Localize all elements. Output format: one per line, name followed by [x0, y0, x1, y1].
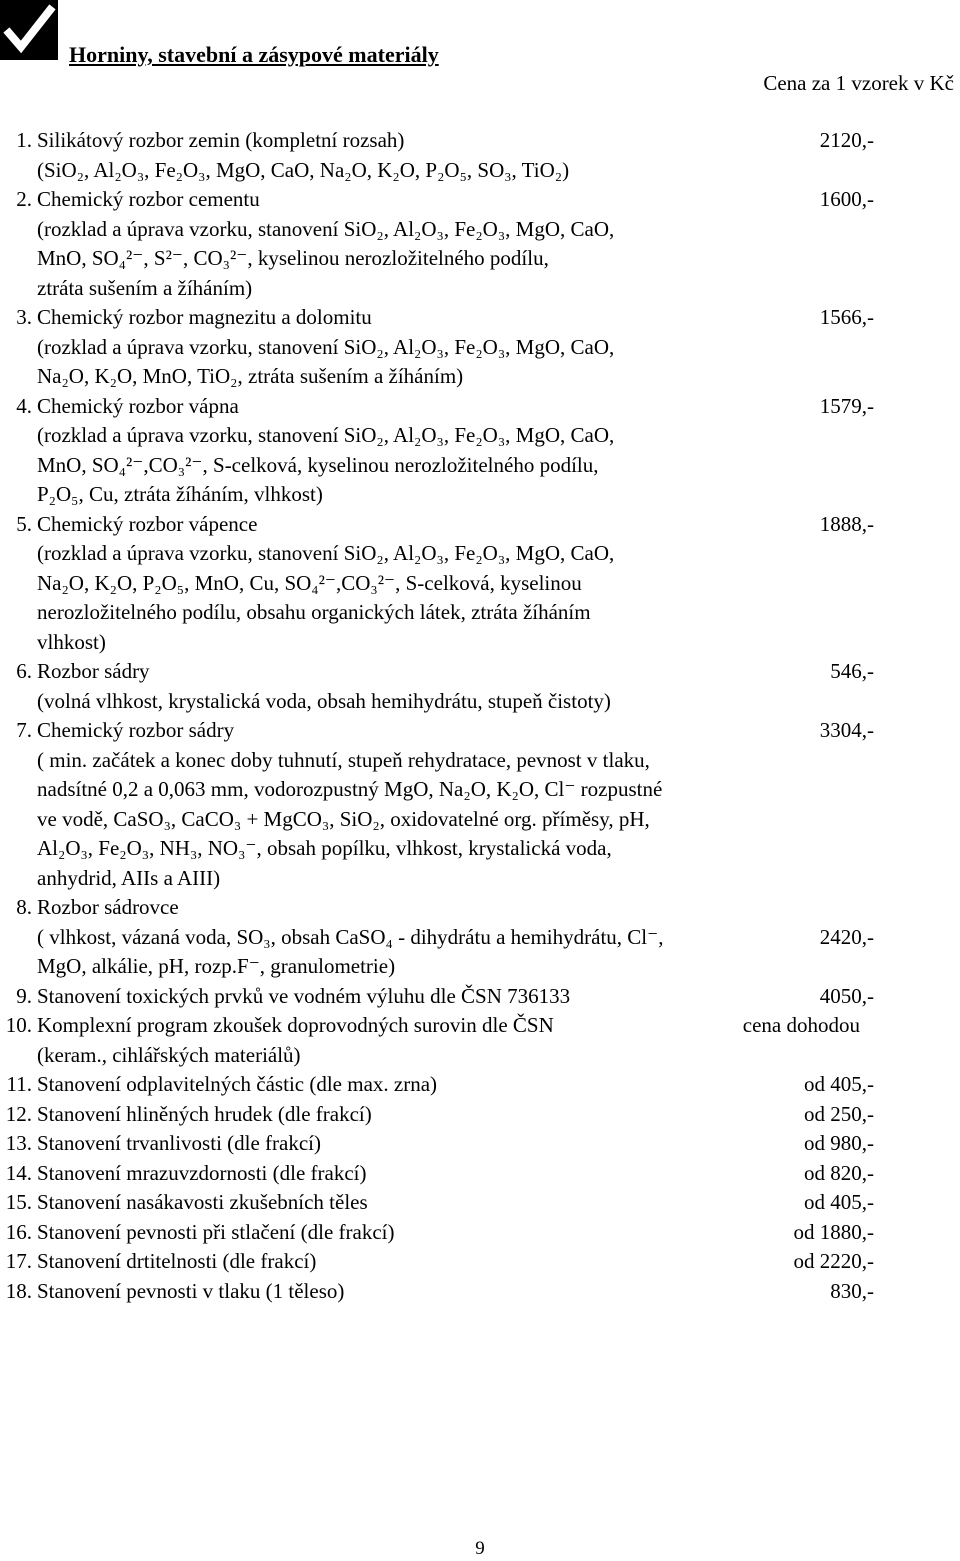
- item-detail: P₂O₅, Cu, ztráta žíháním, vlhkost): [37, 482, 323, 506]
- item-detail-line: [0, 156, 960, 186]
- item-name: Rozbor sádry: [37, 659, 150, 683]
- item-number: 9.: [16, 983, 32, 1008]
- item-number: 14.: [5, 1160, 32, 1185]
- item-detail-line: [0, 421, 960, 451]
- item-header-line: [0, 1218, 960, 1248]
- item-name: Komplexní program zkoušek doprovodných surovin dle ČSN: [37, 1013, 554, 1037]
- item-name: Stanovení mrazuvzdornosti (dle frakcí): [37, 1160, 367, 1185]
- item-price: od 820,-: [804, 1160, 874, 1185]
- item-name: Stanovení pevnosti při stlačení (dle frakcí): [37, 1219, 395, 1244]
- item-name: Stanovení trvanlivosti (dle frakcí): [37, 1131, 322, 1155]
- item-price: od 250,-: [804, 1101, 874, 1126]
- item-name: Stanovení drtitelnosti (dle frakcí): [37, 1249, 317, 1273]
- item-price: 2420,-: [819, 924, 874, 949]
- item-number: 15.: [5, 1190, 32, 1214]
- item-price: 4050,-: [819, 983, 874, 1008]
- item-name: Stanovení hliněných hrudek (dle frakcí): [37, 1101, 372, 1126]
- item-detail-line: [0, 687, 960, 717]
- item-detail-line: [0, 480, 960, 510]
- item-name: Chemický rozbor vápence: [37, 511, 258, 536]
- item-header-line: [0, 510, 960, 540]
- list-item: [0, 1070, 960, 1100]
- item-price: od 980,-: [804, 1131, 874, 1155]
- item-header-line: [0, 982, 960, 1012]
- item-detail-line: [0, 362, 960, 392]
- item-price: 1600,-: [819, 187, 874, 211]
- item-name: Rozbor sádrovce: [37, 895, 179, 919]
- item-header-line: [0, 1159, 960, 1189]
- item-header-line: [0, 1070, 960, 1100]
- list-item: [0, 1218, 960, 1248]
- price-column-header: Cena za 1 vzorek v Kč: [763, 71, 954, 95]
- item-detail: Na₂O, K₂O, P₂O₅, MnO, Cu, SO₄²⁻,CO₃²⁻, S-celková, kyselinou: [37, 570, 582, 595]
- list-item: [0, 510, 960, 658]
- item-price: od 405,-: [804, 1072, 874, 1096]
- item-detail-line: [0, 952, 960, 982]
- list-item: [0, 1188, 960, 1218]
- list-item: [0, 657, 960, 716]
- item-name: Chemický rozbor vápna: [37, 393, 239, 418]
- item-price: od 2220,-: [793, 1249, 874, 1273]
- item-number: 17.: [5, 1249, 32, 1273]
- item-detail: (keram., cihlářských materiálů): [37, 1042, 301, 1067]
- item-detail: (rozklad a úprava vzorku, stanovení SiO₂, Al₂O₃, Fe₂O₃, MgO, CaO,: [37, 334, 615, 359]
- item-header-line: [0, 392, 960, 422]
- item-number: 2.: [16, 187, 32, 211]
- item-header-line: [0, 716, 960, 746]
- item-name: Silikátový rozbor zemin (kompletní rozsah): [37, 128, 405, 152]
- item-header-line: [0, 126, 960, 156]
- item-name: Stanovení pevnosti v tlaku (1 těleso): [37, 1278, 345, 1303]
- item-detail-line: [0, 274, 960, 304]
- item-price: 3304,-: [819, 718, 874, 742]
- item-detail: MnO, SO₄²⁻,CO₃²⁻, S-celková, kyselinou nerozložitelného podílu,: [37, 452, 599, 477]
- item-detail-line: [0, 805, 960, 835]
- item-price: 1888,-: [819, 511, 874, 536]
- item-detail-line: [0, 333, 960, 363]
- item-detail: Al₂O₃, Fe₂O₃, NH₃, NO₃⁻, obsah popílku, vlhkost, krystalická voda,: [37, 836, 612, 860]
- item-number: 18.: [5, 1278, 32, 1303]
- item-price: 2120,-: [819, 128, 874, 152]
- item-detail-line: [0, 598, 960, 628]
- item-detail: MgO, alkálie, pH, rozp.F⁻, granulometrie): [37, 954, 396, 978]
- item-number: 10.: [5, 1013, 32, 1037]
- item-price: od 405,-: [804, 1190, 874, 1214]
- item-detail-line: [0, 244, 960, 274]
- item-detail: ( vlhkost, vázaná voda, SO₃, obsah CaSO₄ - dihydrátu a hemihydrátu, Cl⁻,: [37, 924, 664, 949]
- item-header-line: [0, 657, 960, 687]
- page-number: 9: [475, 1538, 485, 1559]
- list-item: [0, 1100, 960, 1130]
- item-number: 4.: [16, 393, 32, 418]
- item-price: 546,-: [830, 659, 874, 683]
- item-number: 16.: [5, 1219, 32, 1244]
- price-list: [0, 126, 960, 1306]
- item-detail: ztráta sušením a žíháním): [37, 275, 253, 300]
- item-number: 8.: [16, 895, 32, 919]
- item-detail-line: [0, 569, 960, 599]
- item-detail-line: [0, 539, 960, 569]
- item-detail-line: [0, 746, 960, 776]
- item-number: 13.: [5, 1131, 32, 1155]
- item-detail: (rozklad a úprava vzorku, stanovení SiO₂, Al₂O₃, Fe₂O₃, MgO, CaO,: [37, 541, 615, 565]
- list-item: [0, 1247, 960, 1277]
- item-price: 1566,-: [819, 305, 874, 329]
- item-detail-line: [0, 215, 960, 245]
- section-title: Horniny, stavební a zásypové materiály: [69, 42, 439, 67]
- item-detail: vlhkost): [37, 629, 106, 654]
- item-detail-line: [0, 1041, 960, 1071]
- item-number: 12.: [5, 1101, 32, 1126]
- item-name: Stanovení toxických prvků ve vodném výluhu dle ČSN 736133: [37, 983, 571, 1008]
- item-header-line: [0, 1100, 960, 1130]
- item-header-line: [0, 893, 960, 923]
- item-price: cena dohodou: [742, 1013, 860, 1037]
- item-detail: (rozklad a úprava vzorku, stanovení SiO₂, Al₂O₃, Fe₂O₃, MgO, CaO,: [37, 423, 615, 447]
- list-item: [0, 1159, 960, 1189]
- item-number: 5.: [16, 511, 32, 536]
- item-number: 7.: [16, 718, 32, 742]
- item-detail: MnO, SO₄²⁻, S²⁻, CO₃²⁻, kyselinou nerozložitelného podílu,: [37, 246, 549, 270]
- item-number: 11.: [6, 1072, 32, 1096]
- item-detail: (SiO₂, Al₂O₃, Fe₂O₃, MgO, CaO, Na₂O, K₂O, P₂O₅, SO₃, TiO₂): [37, 157, 570, 182]
- item-header-line: [0, 1188, 960, 1218]
- list-item: [0, 1277, 960, 1307]
- item-detail: (rozklad a úprava vzorku, stanovení SiO₂, Al₂O₃, Fe₂O₃, MgO, CaO,: [37, 216, 615, 241]
- item-price: 1579,-: [819, 393, 874, 418]
- list-item: [0, 893, 960, 982]
- list-item: [0, 1129, 960, 1159]
- item-number: 1.: [16, 128, 32, 152]
- list-item: [0, 716, 960, 893]
- item-name: Stanovení odplavitelných částic (dle max. zrna): [37, 1072, 438, 1096]
- item-header-line: [0, 303, 960, 333]
- item-detail: nerozložitelného podílu, obsahu organických látek, ztráta žíháním: [37, 600, 591, 624]
- list-item: [0, 982, 960, 1012]
- item-header-line: [0, 185, 960, 215]
- item-detail: (volná vlhkost, krystalická voda, obsah hemihydrátu, stupeň čistoty): [37, 688, 611, 713]
- item-name: Chemický rozbor magnezitu a dolomitu: [37, 305, 372, 329]
- item-number: 6.: [16, 659, 32, 683]
- item-price: 830,-: [830, 1278, 874, 1303]
- item-header-line: [0, 1277, 960, 1307]
- item-detail-line: [0, 628, 960, 658]
- item-name: Stanovení nasákavosti zkušebních těles: [37, 1190, 368, 1214]
- item-detail-line: [0, 864, 960, 894]
- item-detail-line: [0, 923, 960, 953]
- item-detail: anhydrid, AIIs a AIII): [37, 865, 221, 890]
- list-item: [0, 392, 960, 510]
- item-detail-line: [0, 775, 960, 805]
- list-item: [0, 1011, 960, 1070]
- item-header-line: [0, 1247, 960, 1277]
- item-detail: ( min. začátek a konec doby tuhnutí, stupeň rehydratace, pevnost v tlaku,: [37, 747, 650, 772]
- item-detail-line: [0, 834, 960, 864]
- list-item: [0, 185, 960, 303]
- item-name: Chemický rozbor cementu: [37, 187, 260, 211]
- item-number: 3.: [16, 305, 32, 329]
- item-header-line: [0, 1129, 960, 1159]
- item-detail-line: [0, 451, 960, 481]
- item-detail: ve vodě, CaSO₃, CaCO₃ + MgCO₃, SiO₂, oxidovatelné org. příměsy, pH,: [37, 806, 650, 831]
- checkmark-icon: [0, 0, 58, 60]
- item-detail: Na₂O, K₂O, MnO, TiO₂, ztráta sušením a žíháním): [37, 364, 464, 388]
- list-item: [0, 126, 960, 185]
- item-price: od 1880,-: [793, 1219, 874, 1244]
- list-item: [0, 303, 960, 392]
- item-detail: nadsítné 0,2 a 0,063 mm, vodorozpustný MgO, Na₂O, K₂O, Cl⁻ rozpustné: [37, 777, 663, 801]
- item-header-line: [0, 1011, 960, 1041]
- item-name: Chemický rozbor sádry: [37, 718, 235, 742]
